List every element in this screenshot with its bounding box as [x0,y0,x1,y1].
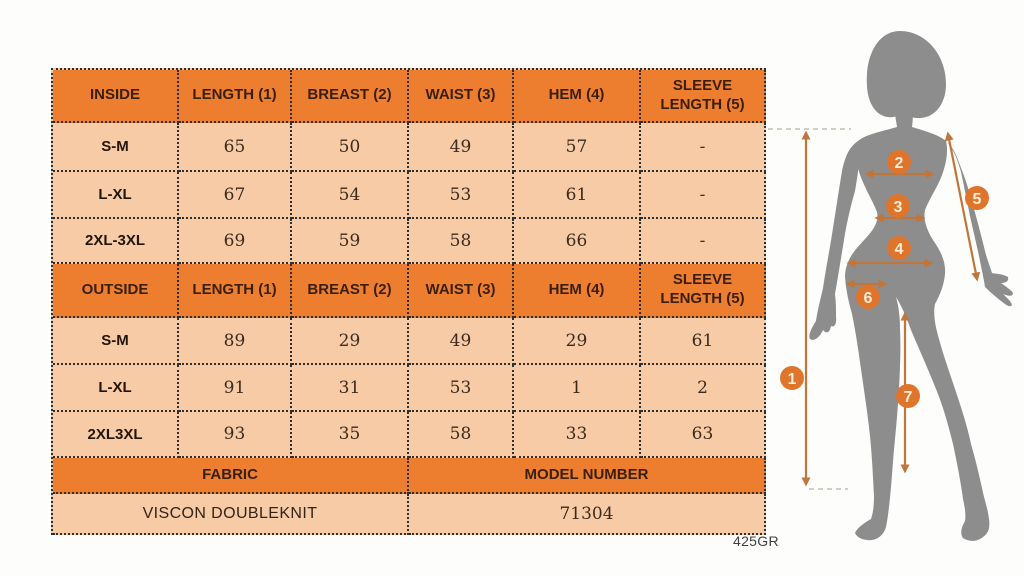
size-row-label: S-M [53,123,179,172]
measurement-value: 58 [409,219,514,264]
size-row-label: 2XL3XL [53,412,179,458]
marker-label-5: 5 [972,191,982,208]
measurement-value: 61 [641,318,766,365]
marker-label-3: 3 [893,199,903,216]
measurement-value: 49 [409,318,514,365]
measurement-value: 65 [179,123,292,172]
measurement-value: 61 [514,172,641,219]
fabric-header: FABRIC [53,458,409,494]
measurement-value: - [641,219,766,264]
size-row-label: L-XL [53,172,179,219]
measurement-value: 67 [179,172,292,219]
marker-label-4: 4 [894,241,904,258]
size-row-label: L-XL [53,365,179,412]
measurement-value: 69 [179,219,292,264]
column-header-hem: HEM (4) [514,70,641,123]
model-number-header: MODEL NUMBER [409,458,766,494]
measurement-value: 53 [409,172,514,219]
marker-label-1: 1 [787,371,797,388]
silhouette-torso-legs [845,107,989,541]
measurement-value: 53 [409,365,514,412]
measurement-value: 2 [641,365,766,412]
size-row-label: S-M [53,318,179,365]
weight-footnote: 425GR [733,533,779,549]
column-header-length: LENGTH (1) [179,264,292,318]
measurement-value: 93 [179,412,292,458]
measurement-value: 59 [292,219,409,264]
column-header-length: LENGTH (1) [179,70,292,123]
fabric-value: VISCON DOUBLEKNIT [53,494,409,535]
measurement-value: 63 [641,412,766,458]
measurement-value: 49 [409,123,514,172]
measurement-value: 1 [514,365,641,412]
measurement-value: 29 [292,318,409,365]
column-header-waist: WAIST (3) [409,70,514,123]
measurement-value: 91 [179,365,292,412]
marker-label-2: 2 [894,155,904,172]
size-row-label: 2XL-3XL [53,219,179,264]
silhouette-head [867,31,946,118]
column-header-sleeve: SLEEVE LENGTH (5) [641,70,766,123]
measurement-value: 50 [292,123,409,172]
measurement-value: 66 [514,219,641,264]
inside-section-header: INSIDE [53,70,179,123]
woman-silhouette [809,31,1013,541]
measurement-value: 54 [292,172,409,219]
measurement-value: 31 [292,365,409,412]
column-header-sleeve: SLEEVE LENGTH (5) [641,264,766,318]
column-header-breast: BREAST (2) [292,70,409,123]
measurement-value: 89 [179,318,292,365]
column-header-waist: WAIST (3) [409,264,514,318]
measurement-value: 58 [409,412,514,458]
measurement-value: 57 [514,123,641,172]
column-header-hem: HEM (4) [514,264,641,318]
measurement-value: 29 [514,318,641,365]
marker-label-7: 7 [903,389,913,406]
column-header-breast: BREAST (2) [292,264,409,318]
leader-dashes [768,129,851,489]
marker-label-6: 6 [863,290,873,307]
measurement-value: - [641,172,766,219]
outside-section-header: OUTSIDE [53,264,179,318]
measurement-value: 33 [514,412,641,458]
measurement-value: 35 [292,412,409,458]
model-number-value: 71304 [409,494,766,535]
measurement-value: - [641,123,766,172]
